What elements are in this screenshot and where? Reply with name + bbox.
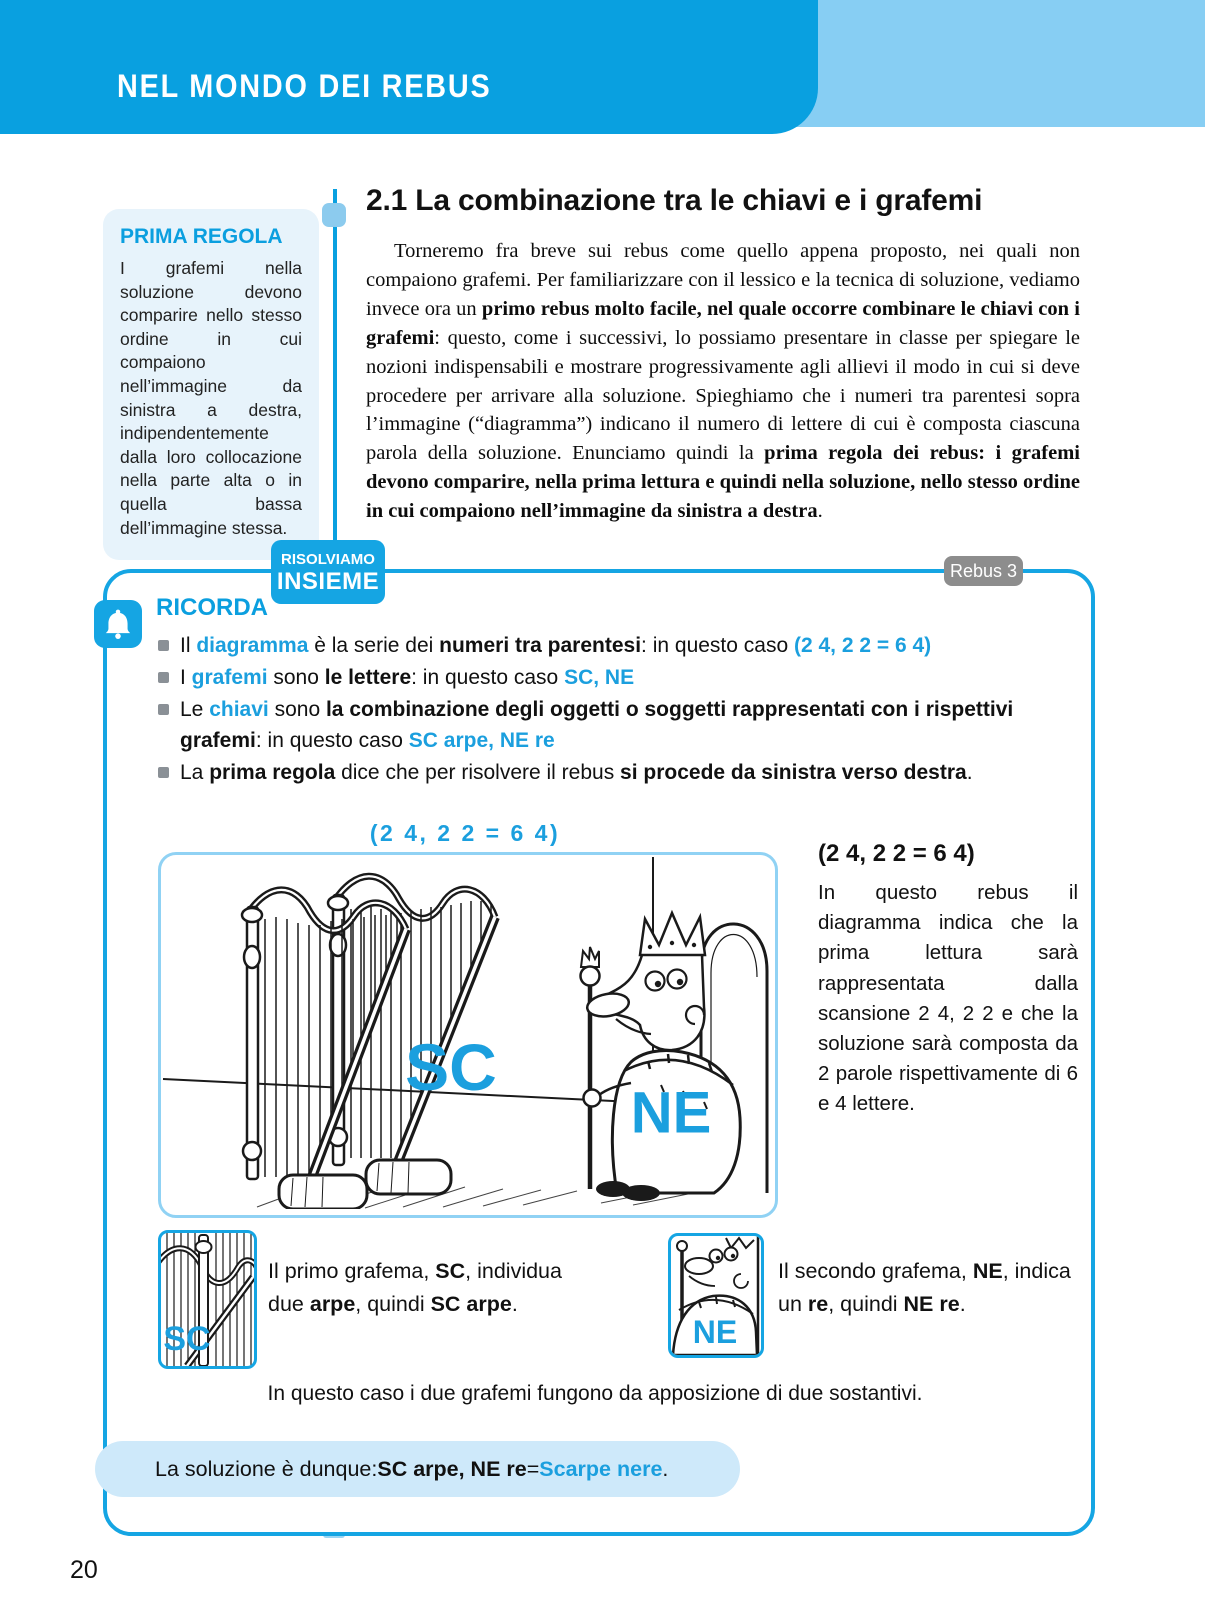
ricorda-bullet-list: [156, 630, 1062, 789]
thumbnail-sc: [158, 1230, 257, 1369]
ricorda-title: RICORDA: [156, 594, 268, 621]
header-dark-band: [0, 0, 818, 134]
intro-paragraph: Torneremo fra breve sui rebus come quello appena proposto, nei quali non compaiono grafemi. Per familiarizzare con il lessico e la tecnica di soluzione, vediamo invece ora un primo rebus molto facile, nel quale occorre combinare le chiavi con i grafemi: questo, come i successivi, lo possiamo presentare in classe per spiegare le nozioni indispensabili e mostrare progressivamente agli allievi il modo in cui si deve procedere per arrivare alla soluzione. Spieghiamo che i numeri tra parentesi sopra l’immagine (“diagramma”) indicano il numero di lettere di cui è composta ciascuna parola della soluzione. Enunciamo quindi la prima regola dei rebus: i grafemi devono comparire, nella prima lettura e quindi nella soluzione, nello stesso ordine in cui compaiono nell’immagine da sinistra a destra.: [366, 240, 1080, 523]
grapheme-ne-label: NE: [630, 1080, 712, 1146]
page-number: 20: [70, 1556, 98, 1584]
king-on-throne: [581, 913, 768, 1201]
apposizione-line: In questo caso i due grafemi fungono da apposizione di due sostantivi.: [267, 1382, 923, 1405]
bell-icon: [94, 600, 142, 648]
prima-regola-body: I grafemi nella soluzione devono comparire nello stesso ordine in cui compaiono nell’immagine da sinistra a destra, indipendentemente dalla loro collocazione nella parte alta o in quella bassa dell’immagine stessa.: [120, 258, 302, 538]
diagram-body: In questo rebus il diagramma indica che la prima lettura sarà rappresentata dalla scansione 2 4, 2 2 e che la soluzione sarà composta da 2 parole rispettivamente di 6 e 4 lettere.: [818, 881, 1078, 1116]
solution-pill: La soluzione è dunque: SC arpe, NE re = Scarpe nere .: [95, 1441, 740, 1497]
chapter-title: NEL MONDO DEI REBUS: [117, 68, 492, 104]
list-item: I grafemi sono le lettere: in questo caso SC, NE: [156, 662, 1062, 693]
thumbnail-ne-label: NE: [692, 1314, 738, 1350]
grapheme-sc-label: SC: [405, 1030, 497, 1104]
thumbnail-sc-label: SC: [163, 1320, 211, 1358]
insieme-label: INSIEME: [276, 568, 380, 595]
risolviamo-label: RISOLVIAMO: [281, 551, 375, 568]
king-hand: [584, 1090, 601, 1107]
first-grapheme-text: Il primo grafema, SC, individua due arpe, quindi SC arpe.: [268, 1259, 562, 1316]
diagram-heading: (2 4, 2 2 = 6 4): [818, 840, 975, 867]
list-item: Il diagramma è la serie dei numeri tra parentesi: in questo caso (2 4, 2 2 = 6 4): [156, 630, 1062, 661]
bell-icon-glyph: [98, 604, 138, 644]
list-item: La prima regola dice che per risolvere il rebus si procede da sinistra verso destra.: [156, 757, 1062, 788]
second-grapheme-text: Il secondo grafema, NE, indica un re, quindi NE re.: [778, 1259, 1071, 1316]
prima-regola-box: [103, 209, 319, 560]
list-item: Le chiavi sono la combinazione degli oggetti o soggetti rappresentati con i rispettivi grafemi: in questo caso SC arpe, NE re: [156, 694, 1062, 756]
thumbnail-sc-art: [161, 1233, 254, 1366]
rebus-number-badge: Rebus 3: [944, 556, 1023, 586]
risolviamo-insieme-badge: [271, 540, 385, 604]
thumbnail-ne-art: [671, 1236, 761, 1355]
rebus-diagram-label: (2 4, 2 2 = 6 4): [369, 820, 561, 846]
prima-regola-title: PRIMA REGOLA: [120, 225, 283, 248]
diagram-explanation: [818, 840, 1078, 1120]
section-rule-line: [333, 189, 337, 549]
thumbnail-ne: [668, 1233, 764, 1358]
section-title: 2.1 La combinazione tra le chiavi e i grafemi: [366, 184, 983, 217]
rebus-illustration: [158, 852, 778, 1218]
section-rule-knob: [322, 203, 346, 227]
rebus-scene: [161, 855, 769, 1209]
